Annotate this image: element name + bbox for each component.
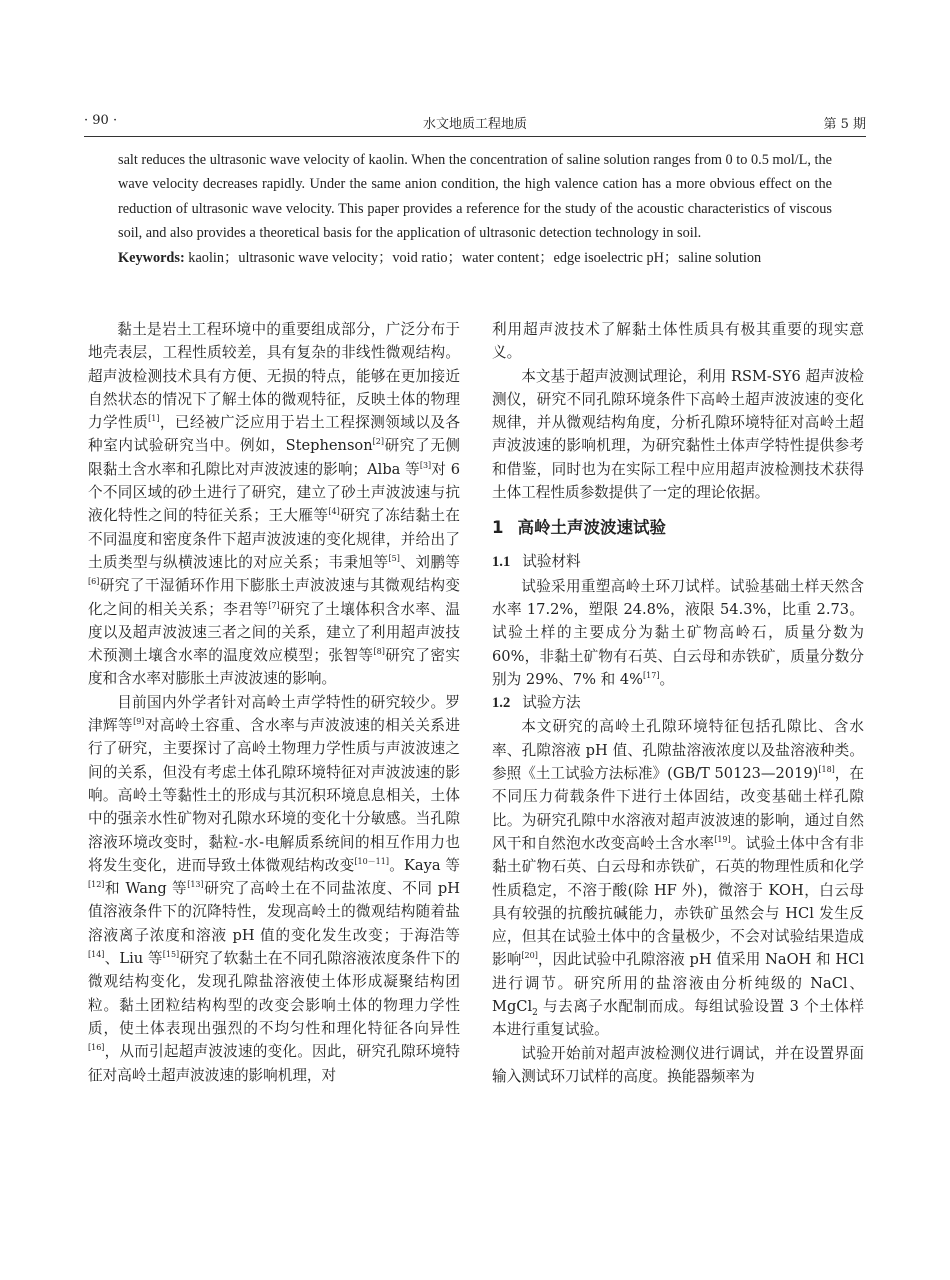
keywords-label: Keywords: (118, 249, 185, 266)
subsection-heading-1-2 (492, 691, 864, 715)
citation-link[interactable]: [10－11] (354, 856, 389, 866)
citation-link[interactable]: [9] (133, 717, 145, 727)
journal-title: 水文地质工程地质 (422, 117, 527, 132)
section-number: 1 (492, 518, 504, 538)
calibration-paragraph: 试验开始前对超声波检测仪进行调试，并在设置界面输入测试环刀试样的高度。换能器频率为 (492, 1044, 864, 1085)
intro-paragraph-1: 黏土是岩土工程环境中的重要组成部分，广泛分布于地壳表层，工程性质较差，具有复杂的非线性微观结构。超声波检测技术具有方便、无损的特点，能够在更加接近自然状态的情况下了解土体的微观特征，反映土体的物理力学性质[1]，已经被广泛应用于岩土工程探测领域以及各种室内试验研究当中。例如，Stephenson[2]研究了无侧限黏土含水率和孔隙比对声波波速的影响；Alba 等[3]对 6 个不同区域的砂土进行了研究，建立了砂土声波波速与抗液化特性之间的特征关系；王大雁等[4]研究了冻结黏土在不同温度和密度条件下超声波波速的变化规律，并给出了土质类型与纵横波速比的对应关系；韦秉旭等[5]、刘鹏等[6]研究了干湿循环作用下膨胀土声波波速与其微观结构变化之间的相关关系；李君等[7]研究了土壤体积含水率、温度以及超声波波速三者之间的关系，建立了利用超声波技术预测土壤含水率的温度效应模型；张智等[8]研究了密实度和含水率对膨胀土声波波速的影响。 (88, 321, 460, 688)
subsection-title: 试验材料 (522, 553, 581, 571)
subsection-heading-1-1 (492, 550, 864, 574)
section-title: 高岭土声波波速试验 (517, 518, 666, 538)
section-heading-1 (492, 516, 864, 540)
materials-paragraph: 试验采用重塑高岭土环刀试样。试验基础土样天然含水率 17.2%，塑限 24.8%，液限 54.3%，比重 2.73。试验土样的主要成分为黏土矿物高岭石，质量分数为 60%，非黏土矿物有石英、白云母和赤铁矿，质量分数分别为 29%、7% 和 4%[17]。 (492, 577, 864, 688)
intro-paragraph-continued: 利用超声波技术了解黏土体性质具有极其重要的现实意义。 (492, 321, 864, 362)
page-header (84, 113, 866, 135)
left-column (88, 318, 460, 1087)
subscript: 2 (532, 1007, 538, 1018)
intro-paragraph-3: 本文基于超声波测试理论，利用 RSM-SY6 超声波检测仪，研究不同孔隙环境条件下高岭土超声波波速的变化规律，并从微观结构角度，分析孔隙环境特征对高岭土超声波波速的影响机理，为研究黏性土体声学特性提供参考和借鉴，同时也为在实际工程中应用超声波检测技术获得土体工程性质参数提供了一定的理论依据。 (492, 367, 864, 502)
citation-link[interactable]: [14] (88, 950, 105, 960)
keywords-text: kaolin；ultrasonic wave velocity；void ratio；water content；edge isoelectric pH；saline solution (188, 249, 762, 266)
subsection-number: 1.1 (492, 554, 511, 571)
citation-link[interactable]: [13] (187, 880, 204, 890)
citation-link[interactable]: [8] (373, 647, 385, 657)
citation-link[interactable]: [12] (88, 880, 105, 890)
abstract-text: salt reduces the ultrasonic wave velocity of kaolin. When the concentration of saline solution ranges from 0 to 0.5 mol/L, the wave velocity decreases rapidly. Under the same anion condition, the high valence cation has a more obvious effect on the reduction of ultrasonic wave velocity. This paper provides a reference for the study of the acoustic characteristics of viscous soil, and also provides a theoretical basis for the application of ultrasonic detection technology in soil. (118, 152, 832, 242)
keywords-line (118, 246, 832, 270)
citation-link[interactable]: [18] (818, 765, 835, 775)
citation-link[interactable]: [20] (521, 951, 538, 961)
citation-link[interactable]: [1] (148, 414, 160, 424)
citation-link[interactable]: [15] (162, 950, 180, 960)
issue-number: 第 5 期 (823, 117, 866, 132)
right-column (492, 318, 864, 1088)
header-rule (84, 136, 866, 137)
citation-link[interactable]: [4] (328, 507, 340, 517)
citation-link[interactable]: [16] (88, 1043, 105, 1053)
citation-link[interactable]: [6] (88, 577, 100, 587)
page-number: · 90 · (84, 113, 118, 128)
subsection-number: 1.2 (492, 695, 511, 712)
citation-link[interactable]: [17] (643, 671, 660, 680)
english-abstract (118, 148, 832, 270)
citation-link[interactable]: [7] (268, 600, 280, 610)
citation-link[interactable]: [5] (388, 554, 400, 564)
citation-link[interactable]: [3] (419, 460, 432, 470)
intro-paragraph-2: 目前国内外学者针对高岭土声学特性的研究较少。罗津辉等[9]对高岭土容重、含水率与声波波速的相关关系进行了研究，主要探讨了高岭土物理力学性质与声波波速之间的关系，但没有考虑土体孔隙环境特征对声波波速的影响。高岭土等黏性土的形成与其沉积环境息息相关，土体中的强亲水性矿物对孔隙水环境的变化十分敏感。当孔隙溶液环境改变时，黏粒-水-电解质系统间的相互作用力也将发生变化，进而导致土体微观结构改变[10－11]。Kaya 等[12]和 Wang 等[13]研究了高岭土在不同盐浓度、不同 pH 值溶液条件下的沉降特性，发现高岭土的微观结构随着盐溶液离子浓度和溶液 pH 值的变化发生改变；于海浩等[14]、Liu 等[15]研究了软黏土在不同孔隙溶液浓度条件下的微观结构变化，发现孔隙盐溶液使土体形成凝聚结构团粒。黏土团粒结构构型的改变会影响土体的物理力学性质，使土体表现出强烈的不均匀性和理化特征各向异性[16]，从而引起超声波波速的变化。因此，研究孔隙环境特征对高岭土超声波波速的影响机理，对 (88, 693, 460, 1084)
citation-link[interactable]: [2] (372, 437, 384, 447)
subsection-title: 试验方法 (522, 694, 581, 712)
citation-link[interactable]: [19] (714, 835, 731, 845)
methods-paragraph: 本文研究的高岭土孔隙环境特征包括孔隙比、含水率、孔隙溶液 pH 值、孔隙盐溶液浓度以及盐溶液种类。参照《土工试验方法标准》(GB/T 50123—2019)[18]，在不同压力荷载条件下进行土体固结，改变基础土样孔隙比。为研究孔隙中水溶液对超声波波速的影响，通过自然风干和自然泡水改变高岭土含水率[19]。试验土体中含有非黏土矿物石英、白云母和赤铁矿，石英的物理性质和化学性质稳定，不溶于酸(除 HF 外)，微溶于 KOH，白云母具有较强的抗酸抗碱能力，赤铁矿虽然会与 HCl 发生反应，但其在试验土体中的含量极少，不会对试验结果造成影响[20]，因此试验中孔隙溶液 pH 值采用 NaOH 和 HCl 进行调节。研究所用的盐溶液由分析纯级的 NaCl、MgCl$_2$ 与去离子水配制而成。每组试验设置 3 个土体样本进行重复试验。 (492, 718, 864, 1039)
